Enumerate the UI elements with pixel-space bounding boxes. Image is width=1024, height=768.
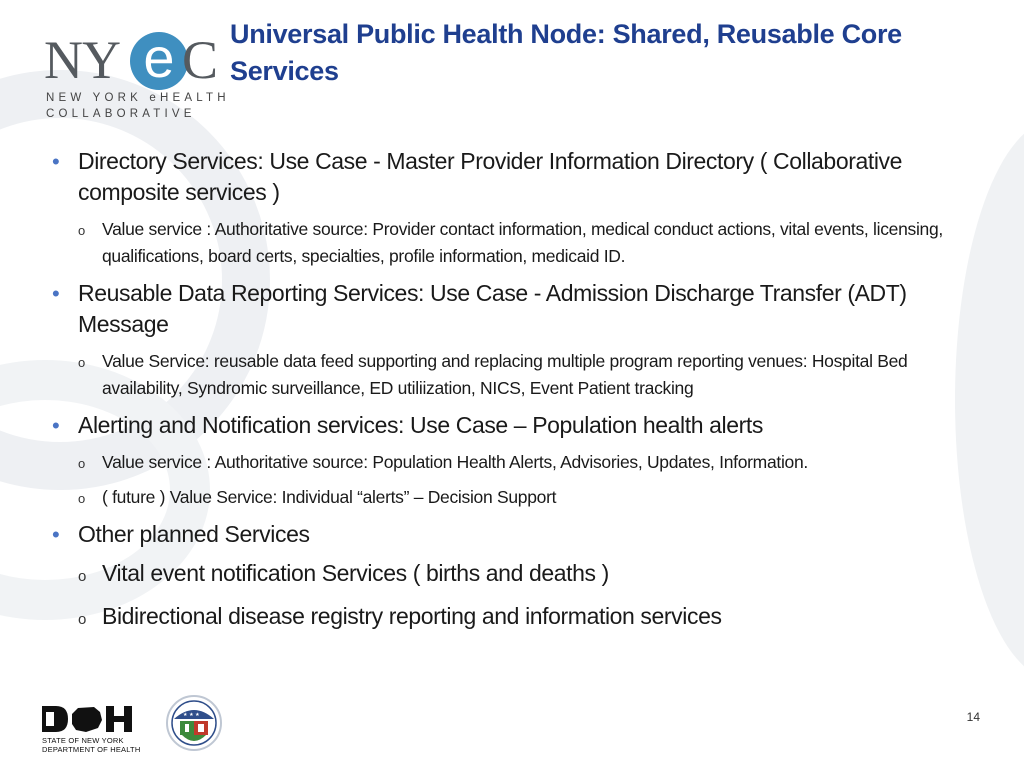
sub-bullet-text: Bidirectional disease registry reporting and information services <box>102 603 722 629</box>
sub-bullet-text: Value service : Authoritative source: Provider contact information, medical conduct actions, vital events, licensing, qualifications, board certs, specialties, profile information, medicaid ID. <box>102 219 943 266</box>
svg-text:★ ★ ★: ★ ★ ★ <box>183 712 200 718</box>
bullet-dot-icon: • <box>52 413 60 438</box>
seal-emblem-icon <box>166 695 222 751</box>
bullet-dot-icon: • <box>52 149 60 174</box>
logo-letters-ny: NY <box>44 30 120 90</box>
bullet-text: Other planned Services <box>78 521 310 547</box>
bullet-text: Alerting and Notification services: Use Case – Population health alerts <box>78 412 763 438</box>
sub-bullet-text: ( future ) Value Service: Individual “alerts” – Decision Support <box>102 487 557 507</box>
slide-body <box>52 146 982 644</box>
sub-bullet <box>52 216 982 270</box>
slide-title: Universal Public Health Node: Shared, Reusable Core Services <box>230 19 902 86</box>
circle-bullet-icon: o <box>78 491 85 506</box>
bullet-text: Directory Services: Use Case - Master Provider Information Directory ( Collaborative composite services ) <box>78 148 903 205</box>
circle-bullet-icon: o <box>78 223 85 238</box>
logo-letter-e: e <box>130 32 188 90</box>
sub-bullet-text: Vital event notification Services ( births and deaths ) <box>102 560 609 586</box>
logo-subtitle-line2: COLLABORATIVE <box>46 108 196 120</box>
sub-bullet <box>52 484 982 511</box>
sub-bullet <box>52 601 982 632</box>
logo-letter-c: C <box>182 30 219 90</box>
bullet-other-planned-services <box>52 519 982 550</box>
page-number: 14 <box>966 710 980 724</box>
sub-bullet <box>52 558 982 589</box>
doh-line2: DEPARTMENT OF HEALTH <box>42 745 141 754</box>
doh-line1: STATE OF NEW YORK <box>42 736 124 745</box>
circle-bullet-icon: o <box>78 568 86 585</box>
logo-subtitle-line1: NEW YORK eHEALTH <box>46 92 230 104</box>
nyehc-logo <box>44 22 228 120</box>
bullet-directory-services <box>52 146 982 208</box>
bullet-text: Reusable Data Reporting Services: Use Case - Admission Discharge Transfer (ADT) Message <box>78 280 907 337</box>
sub-bullet <box>52 449 982 476</box>
bullet-dot-icon: • <box>52 281 60 306</box>
circle-bullet-icon: o <box>78 611 86 628</box>
sub-bullet <box>52 348 982 402</box>
circle-bullet-icon: o <box>78 456 85 471</box>
doh-logo-mark <box>42 704 134 734</box>
sub-bullet-text: Value service : Authoritative source: Population Health Alerts, Advisories, Updates, Information. <box>102 452 808 472</box>
doh-logo <box>42 704 141 754</box>
bullet-data-reporting-services <box>52 278 982 340</box>
bullet-dot-icon: • <box>52 522 60 547</box>
bullet-alerting-services <box>52 410 982 441</box>
circle-bullet-icon: o <box>78 355 85 370</box>
sub-bullet-text: Value Service: reusable data feed supporting and replacing multiple program reporting venues: Hospital Bed availability, Syndromic surveillance, ED utiliization, NICS, Event Patient tracking <box>102 351 908 398</box>
nyehc-logo-mark <box>44 28 228 92</box>
